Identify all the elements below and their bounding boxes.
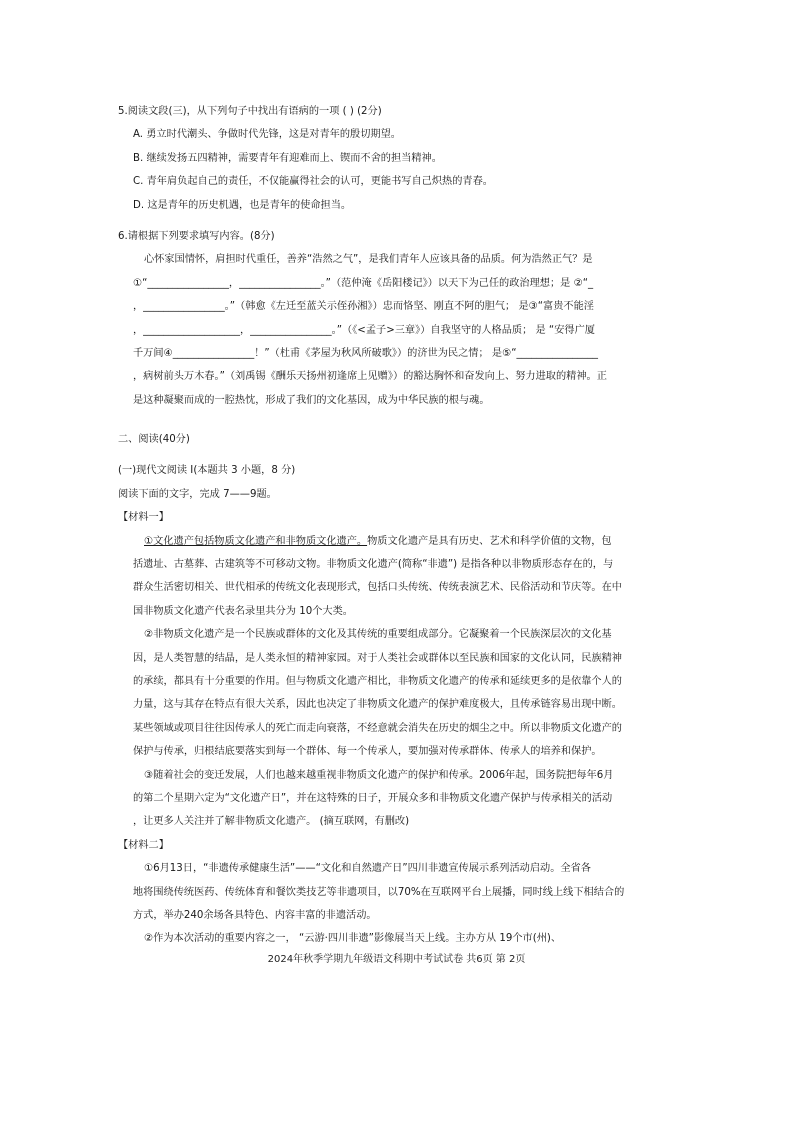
question-5-option-c: C. 青年肩负起自己的责任，不仅能赢得社会的认可，更能书写自己炽热的青春。 (133, 176, 493, 188)
question-6-line: 是这种凝聚而成的一腔热忱，形成了我们的文化基因，成为中华民族的根与魂。 (133, 394, 490, 406)
material-1-paragraph-3: ③随着社会的变迁发展，人们也越来越重视非物质文化遗产的保护和传承。2006年起，国务院把每年6月 (144, 769, 614, 781)
material-2-line: 地将围绕传统医药、传统体育和餐饮类技艺等非遗项目，以70%在互联网平台上展播，同时线上线下相结合的 (133, 886, 625, 898)
material-2-paragraph-2: ②作为本次活动的重要内容之一， “云游·四川非遗”影像展当天上线。主办方从 19个市(州)、 (144, 933, 562, 945)
section-2-title: 二、阅读(40分) (118, 434, 190, 446)
material-1-line: 国非物质文化遗产代表名录里共分为 10个大类。 (133, 605, 353, 617)
question-6-line: 心怀家国情怀，肩担时代重任，善养“浩然之气”，是我们青年人应该具备的品质。何为浩然正气？是 (144, 254, 593, 266)
material-1-line: 群众生活密切相关、世代相承的传统文化表现形式，包括口头传统、传统表演艺术、民俗活动和节庆等。在中 (133, 582, 622, 594)
material-1-line: 的第二个星期六定为“文化遗产日”，并在这特殊的日子，开展众多和非物质文化遗产保护与传承相关的活动 (133, 792, 613, 804)
question-6-line: ，___________________，________________。”（《<孟子>三章》）自我坚守的人格品质； 是 “安得广厦 (133, 324, 595, 336)
material-1-line: ，让更多人关注并了解非物质文化遗产。 (摘互联网，有删改) (133, 816, 410, 828)
question-5-option-d: D. 这是青年的历史机遇，也是青年的使命担当。 (133, 199, 352, 211)
material-1-line: 括遗址、古墓葬、古建筑等不可移动文物。非物质文化遗产(简称“非遗”) 是指各种以非物质形态存在的，与 (133, 559, 614, 571)
material-1-line: 保护与传承，归根结底要落实到每一个群体、每一个传承人，要加强对传承群体、传承人的培养和保护。 (133, 746, 602, 758)
material-2-paragraph-1: ①6月13日，“非遗传承健康生活”——“文化和自然遗产日”四川非遗宣传展示系列活动启动。全省各 (144, 863, 591, 875)
material-1-p1-rest: 物质文化遗产是具有历史、艺术和科学价值的文物，包 (367, 535, 612, 547)
material-2-label: 【材料二】 (118, 839, 169, 851)
material-1-label: 【材料一】 (118, 512, 169, 524)
material-1-line: 的承续，都具有十分重要的作用。但与物质文化遗产相比，非物质文化遗产的传承和延续更多的是依靠个人的 (133, 675, 622, 687)
question-6-title: 6.请根据下列要求填写内容。(8分) (118, 230, 275, 242)
material-1-key-sentence: ①文化遗产包括物质文化遗产和非物质文化遗产。 (144, 535, 368, 547)
material-2-line: 方式，举办240余场各具特色、内容丰富的非遗活动。 (133, 909, 377, 921)
page-footer: 2024年秋季学期九年级语文科期中考试试卷 共6页 第 2页 (267, 954, 526, 965)
material-1-paragraph-1 (118, 530, 678, 553)
material-1-line: 力量，这与其存在特点有很大关系，因此也决定了非物质文化遗产的保护难度极大，且传承链容易出现中断。 (133, 699, 622, 711)
question-5-option-a: A. 勇立时代潮头、争做时代先锋，这是对青年的殷切期望。 (133, 129, 401, 141)
question-6-line: ，病树前头万木春。”（刘禹锡《酬乐天扬州初逢席上见赠》）的豁达胸怀和奋发向上、努力进取的精神。正 (133, 371, 607, 383)
question-6-line: ①“________________，________________。”（范仲淹《岳阳楼记》）以天下为己任的政治理想；是 ②“_ (133, 277, 594, 289)
section-2-subtitle: (一)现代文阅读 Ⅰ(本题共 3 小题，8 分) (118, 465, 296, 477)
question-6-line: 千万间④________________！”（杜甫《茅屋为秋风所破歌》）的济世为民之情； 是⑤“________________ (133, 347, 599, 359)
question-5-option-b: B. 继续发扬五四精神，需要青年有迎难而上、锲而不舍的担当精神。 (133, 152, 442, 164)
reading-instruction: 阅读下面的文字，完成 7——9题。 (118, 488, 277, 500)
material-1-paragraph-2: ②非物质文化遗产是一个民族或群体的文化及其传统的重要组成部分。它凝聚着一个民族深层次的文化基 (144, 629, 612, 641)
material-1-line: 因，是人类智慧的结晶，是人类永恒的精神家园。对于人类社会或群体以至民族和国家的文化认同，民族精神 (133, 652, 622, 664)
question-5-title: 5.阅读文段(三)，从下列句子中找出有语病的一项 ( ) (2分) (118, 106, 382, 117)
material-1-line: 某些领域或项目往往因传承人的死亡而走向衰落，不经意就会消失在历史的烟尘之中。所以非物质文化遗产的 (133, 722, 622, 734)
exam-page (118, 100, 678, 951)
question-6-line: ，________________。”（韩愈《左迁至蓝关示侄孙湘》）忠而恪坚、刚直不阿的胆气； 是③“富贵不能淫 (133, 301, 594, 313)
